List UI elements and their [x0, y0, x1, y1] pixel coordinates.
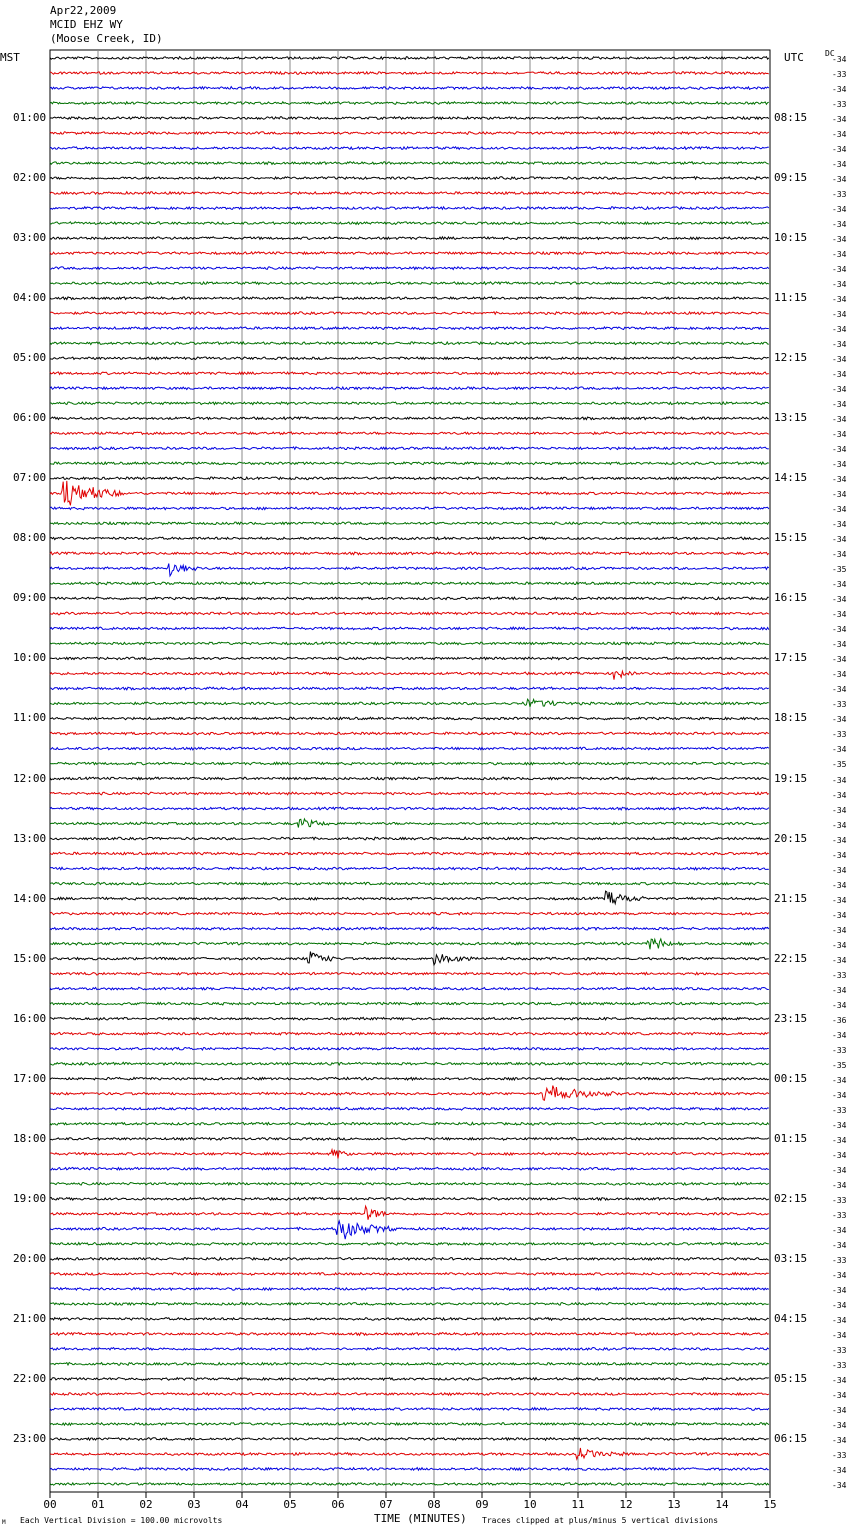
- dc-label: -34: [832, 1300, 847, 1310]
- trace-row-53: [50, 852, 769, 855]
- trace-row-26: [50, 447, 769, 450]
- mst-hour-label: 18:00: [13, 1131, 47, 1145]
- dc-label: -34: [832, 1481, 847, 1490]
- utc-hour-label: 19:15: [774, 771, 808, 785]
- dc-label: -34: [832, 1375, 847, 1385]
- trace-row-61: [50, 972, 769, 975]
- trace-row-1: [50, 72, 769, 75]
- trace-row-60: [50, 952, 769, 965]
- mst-hour-label: 01:00: [13, 111, 47, 125]
- dc-label: -34: [832, 820, 847, 830]
- footer-corner-mark: M: [2, 1519, 6, 1526]
- dc-label: -34: [832, 235, 847, 245]
- trace-row-66: [50, 1047, 769, 1050]
- trace-row-40: [50, 657, 769, 660]
- trace-row-92: [50, 1438, 769, 1441]
- mst-hour-label: 20:00: [13, 1251, 47, 1265]
- trace-row-15: [50, 282, 769, 285]
- mst-hour-label: 02:00: [13, 171, 47, 185]
- trace-row-45: [50, 732, 769, 735]
- utc-hour-label: 14:15: [774, 471, 808, 485]
- utc-hour-label: 21:15: [774, 891, 808, 905]
- trace-row-73: [50, 1150, 769, 1159]
- dc-label: -34: [832, 940, 847, 950]
- mst-hour-label: 08:00: [13, 531, 47, 545]
- mst-hour-label: 06:00: [13, 411, 47, 425]
- x-tick-label-07: 07: [379, 1498, 393, 1511]
- trace-row-50: [50, 807, 769, 810]
- trace-row-88: [50, 1378, 769, 1381]
- trace-row-12: [50, 237, 769, 240]
- dc-label: -34: [832, 205, 847, 215]
- utc-hour-label: 04:15: [774, 1311, 808, 1325]
- trace-row-70: [50, 1107, 769, 1110]
- mst-hour-label: 09:00: [13, 591, 47, 605]
- utc-hour-label: 05:15: [774, 1371, 808, 1385]
- trace-row-93: [50, 1448, 769, 1459]
- trace-row-51: [50, 819, 769, 828]
- dc-label: -33: [832, 730, 847, 740]
- utc-hour-label: 09:15: [774, 171, 808, 185]
- dc-label: -34: [832, 1390, 847, 1400]
- trace-row-7: [50, 162, 769, 165]
- dc-label: -34: [832, 835, 847, 845]
- mst-hour-label: 12:00: [13, 771, 47, 785]
- trace-row-17: [50, 312, 769, 315]
- dc-label: -33: [832, 190, 847, 200]
- trace-row-37: [50, 612, 769, 615]
- dc-label: -34: [832, 340, 847, 350]
- dc-label: -34: [832, 385, 847, 395]
- trace-row-29: [50, 481, 769, 506]
- trace-row-22: [50, 387, 769, 390]
- trace-row-78: [50, 1221, 769, 1239]
- mst-hour-label: 19:00: [13, 1191, 47, 1205]
- mst-hour-label: 10:00: [13, 651, 47, 665]
- dc-label: -34: [832, 415, 847, 425]
- dc-label: -35: [832, 760, 847, 770]
- trace-row-38: [50, 627, 769, 630]
- mst-hour-label: 07:00: [13, 471, 47, 485]
- dc-label: -34: [832, 175, 847, 185]
- dc-label: -34: [832, 160, 847, 170]
- trace-row-67: [50, 1062, 769, 1065]
- trace-row-19: [50, 342, 769, 345]
- mst-hour-label: 03:00: [13, 231, 47, 245]
- mst-hour-label: 17:00: [13, 1071, 47, 1085]
- dc-label: -33: [832, 1255, 847, 1265]
- x-tick-label-04: 04: [235, 1498, 249, 1511]
- dc-label: -34: [832, 640, 847, 650]
- trace-row-20: [50, 357, 769, 360]
- dc-label: -34: [832, 1240, 847, 1250]
- dc-label: -34: [832, 910, 847, 920]
- utc-hour-label: 16:15: [774, 591, 808, 605]
- dc-label: -33: [832, 1345, 847, 1355]
- dc-label: -34: [832, 310, 847, 320]
- trace-row-49: [50, 792, 769, 795]
- dc-label: -34: [832, 595, 847, 605]
- dc-label: -34: [832, 1315, 847, 1325]
- trace-row-39: [50, 642, 769, 645]
- x-tick-label-08: 08: [427, 1498, 441, 1511]
- utc-hour-label: 20:15: [774, 831, 808, 845]
- trace-row-48: [50, 777, 769, 780]
- dc-label: -34: [832, 1420, 847, 1430]
- trace-row-55: [50, 882, 769, 885]
- trace-row-80: [50, 1258, 769, 1261]
- mst-hour-label: 05:00: [13, 351, 47, 365]
- dc-label: -34: [832, 55, 847, 64]
- x-tick-label-05: 05: [283, 1498, 297, 1511]
- utc-hour-label: 00:15: [774, 1071, 808, 1085]
- dc-label: -34: [832, 370, 847, 380]
- header-station: MCID EHZ WY: [50, 18, 123, 31]
- utc-hour-label: 11:15: [774, 291, 808, 305]
- trace-row-54: [50, 867, 769, 870]
- utc-hour-label: 06:15: [774, 1431, 808, 1445]
- dc-label: -34: [832, 925, 847, 935]
- dc-label: -34: [832, 550, 847, 560]
- dc-label: -34: [832, 1165, 847, 1175]
- trace-row-9: [50, 192, 769, 195]
- dc-label: -34: [832, 745, 847, 755]
- trace-row-90: [50, 1408, 769, 1411]
- dc-label: -34: [832, 865, 847, 875]
- dc-label: -34: [832, 1120, 847, 1130]
- dc-label: -36: [832, 1015, 847, 1025]
- trace-row-34: [50, 564, 769, 576]
- dc-label: -33: [832, 1195, 847, 1205]
- x-tick-label-11: 11: [571, 1498, 585, 1511]
- dc-label: -34: [832, 895, 847, 905]
- trace-row-58: [50, 927, 769, 930]
- mst-hour-label: 13:00: [13, 831, 47, 845]
- trace-row-10: [50, 207, 769, 210]
- utc-hour-label: 15:15: [774, 531, 808, 545]
- trace-row-89: [50, 1393, 769, 1396]
- header-location: (Moose Creek, ID): [50, 32, 163, 45]
- trace-row-56: [50, 891, 769, 904]
- header-date: Apr22,2009: [50, 4, 117, 17]
- mst-hour-label: 11:00: [13, 711, 47, 725]
- dc-label: -34: [832, 1180, 847, 1190]
- trace-row-44: [50, 717, 769, 720]
- trace-row-8: [50, 177, 769, 180]
- trace-row-28: [50, 477, 769, 480]
- trace-row-74: [50, 1167, 769, 1170]
- dc-label: -35: [832, 1060, 847, 1070]
- dc-label: -34: [832, 85, 847, 95]
- trace-row-43: [50, 699, 769, 707]
- trace-row-84: [50, 1318, 769, 1321]
- trace-row-23: [50, 402, 769, 405]
- trace-row-65: [50, 1032, 769, 1035]
- trace-row-16: [50, 297, 769, 300]
- utc-hour-label: 12:15: [774, 351, 808, 365]
- trace-row-69: [50, 1086, 769, 1101]
- dc-label: -34: [832, 325, 847, 335]
- trace-row-57: [50, 912, 769, 915]
- dc-label: -34: [832, 355, 847, 365]
- dc-axis-title: DC: [825, 49, 835, 58]
- trace-row-4: [50, 117, 769, 120]
- dc-label: -33: [832, 700, 847, 710]
- trace-row-59: [50, 939, 769, 949]
- dc-label: -33: [832, 1105, 847, 1115]
- x-tick-label-10: 10: [523, 1498, 537, 1511]
- trace-row-77: [50, 1206, 769, 1220]
- dc-label: -34: [832, 145, 847, 155]
- dc-label: -34: [832, 1225, 847, 1235]
- trace-row-85: [50, 1333, 769, 1336]
- dc-label: -34: [832, 580, 847, 590]
- dc-label: -34: [832, 460, 847, 470]
- trace-row-30: [50, 507, 769, 510]
- trace-row-83: [50, 1303, 769, 1306]
- trace-row-33: [50, 552, 769, 555]
- trace-row-68: [50, 1077, 769, 1080]
- x-axis-title: TIME (MINUTES): [374, 1512, 467, 1525]
- utc-hour-label: 03:15: [774, 1251, 808, 1265]
- utc-hour-label: 08:15: [774, 111, 808, 125]
- dc-label: -34: [832, 790, 847, 800]
- trace-row-42: [50, 687, 769, 690]
- dc-label: -34: [832, 1285, 847, 1295]
- trace-row-32: [50, 537, 769, 540]
- utc-hour-label: 22:15: [774, 951, 808, 965]
- trace-row-64: [50, 1017, 769, 1020]
- x-tick-label-01: 01: [91, 1498, 105, 1511]
- dc-label: -34: [832, 130, 847, 140]
- dc-label: -34: [832, 1270, 847, 1280]
- dc-label: -33: [832, 100, 847, 110]
- mst-hour-label: 04:00: [13, 291, 47, 305]
- dc-label: -34: [832, 400, 847, 410]
- dc-label: -34: [832, 445, 847, 455]
- trace-row-14: [50, 267, 769, 270]
- trace-row-41: [50, 671, 769, 680]
- x-tick-label-03: 03: [187, 1498, 201, 1511]
- dc-label: -34: [832, 280, 847, 290]
- trace-row-27: [50, 462, 769, 465]
- dc-label: -33: [832, 970, 847, 980]
- trace-row-24: [50, 417, 769, 420]
- x-tick-label-09: 09: [475, 1498, 489, 1511]
- trace-row-11: [50, 222, 769, 225]
- trace-row-63: [50, 1002, 769, 1005]
- dc-label: -34: [832, 685, 847, 695]
- trace-row-36: [50, 597, 769, 600]
- trace-row-18: [50, 327, 769, 330]
- dc-label: -34: [832, 655, 847, 665]
- dc-label: -33: [832, 70, 847, 79]
- trace-row-86: [50, 1348, 769, 1351]
- trace-row-81: [50, 1273, 769, 1276]
- dc-label: -34: [832, 805, 847, 815]
- trace-row-31: [50, 522, 769, 525]
- dc-label: -34: [832, 1000, 847, 1010]
- plot-frame: [50, 50, 770, 1492]
- trace-row-6: [50, 147, 769, 150]
- dc-label: -34: [832, 1090, 847, 1100]
- trace-row-75: [50, 1183, 769, 1186]
- mst-hour-label: 15:00: [13, 951, 47, 965]
- trace-row-5: [50, 132, 769, 135]
- x-tick-label-13: 13: [667, 1498, 681, 1511]
- dc-label: -34: [832, 220, 847, 230]
- dc-label: -34: [832, 880, 847, 890]
- utc-hour-label: 13:15: [774, 411, 808, 425]
- dc-label: -34: [832, 535, 847, 545]
- dc-label: -34: [832, 1330, 847, 1340]
- trace-row-47: [50, 762, 769, 765]
- x-tick-label-15: 15: [763, 1498, 777, 1511]
- trace-row-13: [50, 252, 769, 255]
- dc-label: -34: [832, 955, 847, 965]
- dc-label: -34: [832, 1075, 847, 1085]
- trace-row-71: [50, 1122, 769, 1125]
- utc-hour-label: 18:15: [774, 711, 808, 725]
- dc-label: -34: [832, 520, 847, 530]
- trace-row-35: [50, 582, 769, 585]
- trace-row-79: [50, 1243, 769, 1246]
- trace-row-0: [50, 57, 769, 60]
- x-tick-label-06: 06: [331, 1498, 345, 1511]
- x-tick-label-00: 00: [43, 1498, 57, 1511]
- dc-label: -35: [832, 565, 847, 575]
- trace-row-25: [50, 432, 769, 435]
- trace-row-87: [50, 1363, 769, 1366]
- dc-label: -33: [832, 1360, 847, 1370]
- mst-hour-label: 22:00: [13, 1371, 47, 1385]
- dc-label: -34: [832, 850, 847, 860]
- utc-hour-label: 10:15: [774, 231, 808, 245]
- dc-label: -34: [832, 295, 847, 305]
- right-axis-title: UTC: [784, 51, 804, 64]
- trace-row-3: [50, 102, 769, 105]
- x-tick-label-02: 02: [139, 1498, 153, 1511]
- dc-label: -34: [832, 1150, 847, 1160]
- dc-label: -34: [832, 1405, 847, 1415]
- dc-label: -33: [832, 1045, 847, 1055]
- dc-label: -34: [832, 265, 847, 275]
- utc-hour-label: 01:15: [774, 1131, 808, 1145]
- dc-label: -33: [832, 1450, 847, 1460]
- dc-label: -34: [832, 115, 847, 125]
- dc-label: -34: [832, 715, 847, 725]
- x-tick-label-14: 14: [715, 1498, 729, 1511]
- dc-label: -34: [832, 490, 847, 500]
- trace-row-62: [50, 987, 769, 990]
- mst-hour-label: 14:00: [13, 891, 47, 905]
- dc-label: -34: [832, 625, 847, 635]
- trace-row-2: [50, 87, 769, 90]
- dc-label: -33: [832, 1210, 847, 1220]
- trace-row-82: [50, 1288, 769, 1291]
- dc-label: -34: [832, 1030, 847, 1040]
- dc-label: -34: [832, 475, 847, 485]
- dc-label: -34: [832, 1465, 847, 1475]
- x-tick-label-12: 12: [619, 1498, 633, 1511]
- scale-note: Each Vertical Division = 100.00 microvolts: [20, 1516, 223, 1525]
- trace-row-46: [50, 747, 769, 750]
- dc-label: -34: [832, 610, 847, 620]
- trace-row-76: [50, 1198, 769, 1201]
- trace-row-91: [50, 1423, 769, 1426]
- dc-label: -34: [832, 670, 847, 680]
- mst-hour-label: 21:00: [13, 1311, 47, 1325]
- trace-row-94: [50, 1468, 769, 1471]
- dc-label: -34: [832, 430, 847, 440]
- dc-label: -34: [832, 505, 847, 515]
- trace-row-52: [50, 837, 769, 840]
- trace-row-95: [50, 1483, 769, 1486]
- dc-label: -34: [832, 1435, 847, 1445]
- utc-hour-label: 23:15: [774, 1011, 808, 1025]
- dc-label: -34: [832, 985, 847, 995]
- dc-label: -34: [832, 250, 847, 260]
- mst-hour-label: 23:00: [13, 1431, 47, 1445]
- utc-hour-label: 02:15: [774, 1191, 808, 1205]
- mst-hour-label: 16:00: [13, 1011, 47, 1025]
- left-axis-title: MST: [0, 51, 20, 64]
- clip-note: Traces clipped at plus/minus 5 vertical divisions: [482, 1516, 719, 1525]
- trace-row-72: [50, 1138, 769, 1141]
- trace-row-21: [50, 372, 769, 375]
- utc-hour-label: 17:15: [774, 651, 808, 665]
- dc-label: -34: [832, 775, 847, 785]
- dc-label: -34: [832, 1135, 847, 1145]
